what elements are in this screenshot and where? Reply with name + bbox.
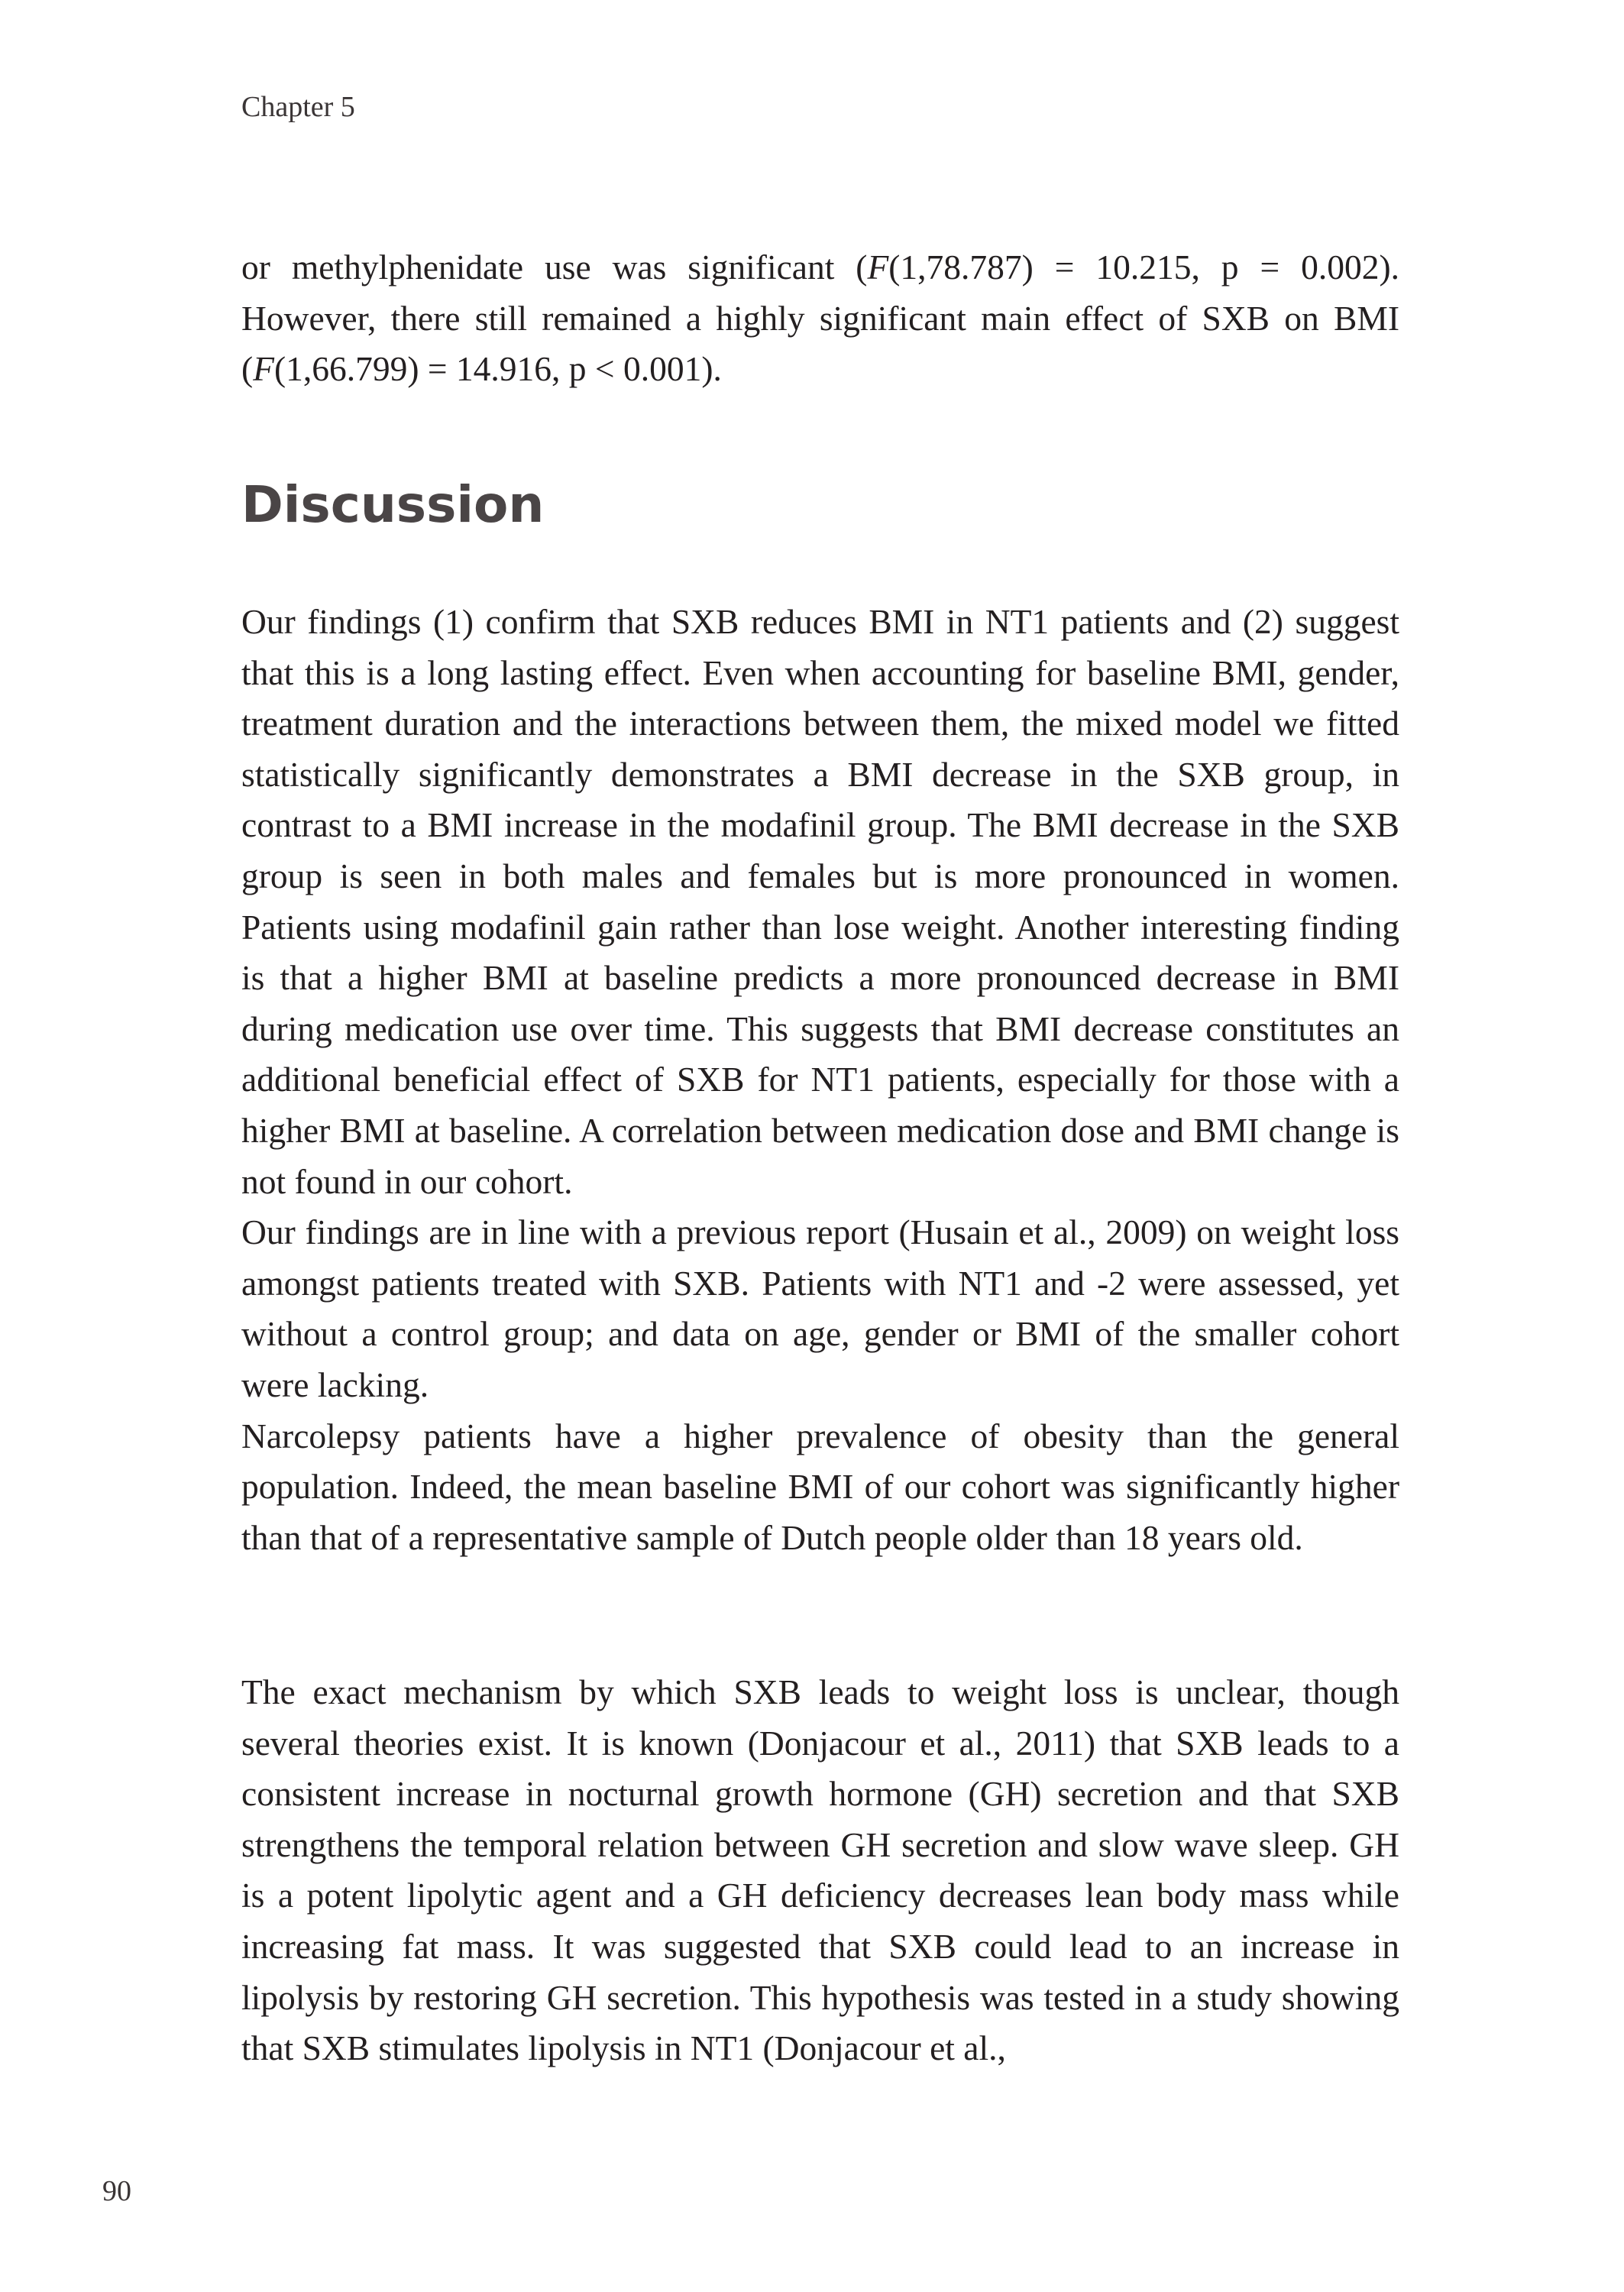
text-run: (1,78.787) = 10.215, p = 0.002). However, there still remained a highly significant main effect of SXB on BMI (: [241, 248, 1399, 389]
statistic-symbol: F: [253, 349, 274, 389]
discussion-body-continued: [241, 1667, 1399, 2074]
running-header: Chapter 5: [241, 91, 355, 123]
section-heading: Discussion: [241, 475, 545, 534]
discussion-body: [241, 597, 1399, 1563]
paragraph: [241, 242, 1399, 395]
text-run: (1,66.799) = 14.916, p < 0.001).: [273, 349, 722, 389]
paragraph: Our findings (1) confirm that SXB reduces BMI in NT1 patients and (2) suggest that this is a long lasting effect. Even when accounting for baseline BMI, gender, treatment duration and the interactions between them, the mixed model we fitted statistically significantly demonstrates a BMI decrease in the SXB group, in contrast to a BMI increase in the modafinil group. The BMI decrease in the SXB group is seen in both males and females but is more pronounced in women. Patients using modafinil gain rather than lose weight. Another interesting finding is that a higher BMI at baseline predicts a more pronounced decrease in BMI during medication use over time. This suggests that BMI decrease constitutes an additional beneficial effect of SXB for NT1 patients, especially for those with a higher BMI at baseline. A correlation between medication dose and BMI change is not found in our cohort.: [241, 602, 1399, 1201]
paragraph: Our findings are in line with a previous report (Husain et al., 2009) on weight loss amongst patients treated with SXB. Patients with NT1 and -2 were assessed, yet without a control group; and data on age, gender or BMI of the smaller cohort were lacking.: [241, 1212, 1399, 1404]
statistic-symbol: F: [867, 248, 889, 286]
paragraph: The exact mechanism by which SXB leads to weight loss is unclear, though several theories exist. It is known (Donjacour et al., 2011) that SXB leads to a consistent increase in nocturnal growth hormone (GH) secretion and that SXB strengthens the temporal relation between GH secretion and slow wave sleep. GH is a potent lipolytic agent and a GH deficiency decreases lean body mass while increasing fat mass. It was suggested that SXB could lead to an increase in lipolysis by restoring GH secretion. This hypothesis was tested in a study showing that SXB stimulates lipolysis in NT1 (Donjacour et al.,: [241, 1672, 1399, 2068]
paragraph: Narcolepsy patients have a higher prevalence of obesity than the general population. Indeed, the mean baseline BMI of our cohort was significantly higher than that of a representative sample of Dutch people older than 18 years old.: [241, 1416, 1399, 1557]
text-run: or methylphenidate use was significant (: [241, 248, 868, 286]
results-continuation: [241, 242, 1399, 395]
page-number: 90: [102, 2175, 131, 2207]
